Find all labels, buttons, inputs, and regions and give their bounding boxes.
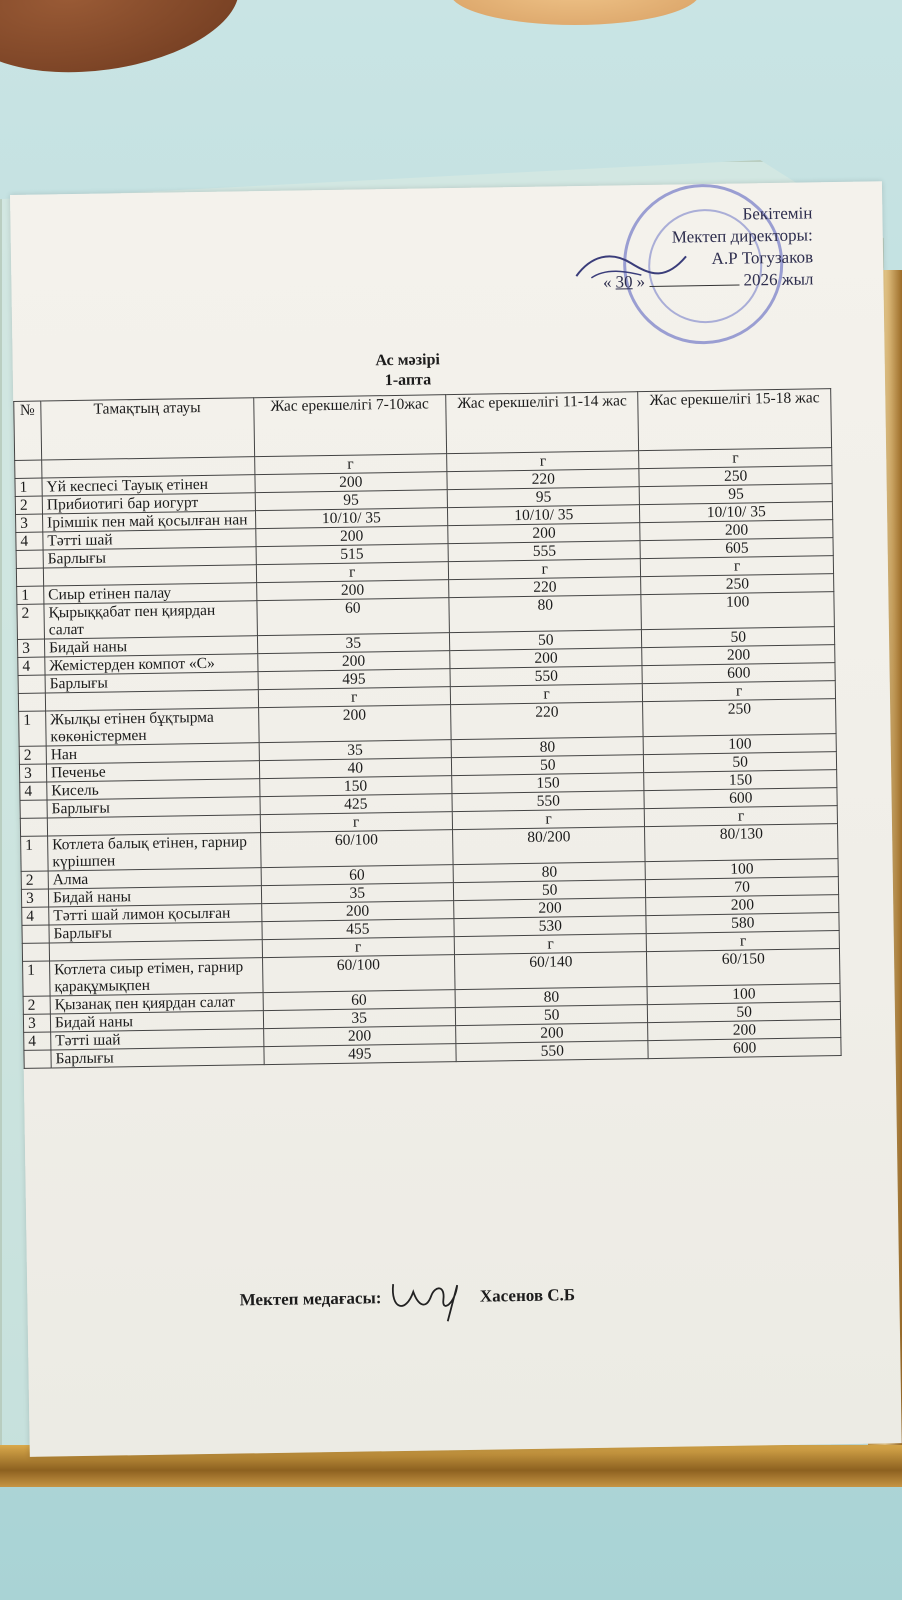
dish-name: Бидай наны bbox=[50, 1011, 263, 1032]
row-number: 3 bbox=[21, 889, 48, 907]
unit-cell: г bbox=[643, 681, 836, 702]
approval-year: 2026 жыл bbox=[743, 269, 814, 290]
amount-11-14: 220 bbox=[447, 469, 640, 490]
row-number: 1 bbox=[19, 711, 46, 746]
footer bbox=[27, 1268, 788, 1330]
total-11-14: 550 bbox=[450, 666, 643, 687]
amount-7-10: 35 bbox=[259, 740, 452, 761]
row-number: 1 bbox=[15, 478, 42, 496]
amount-11-14: 50 bbox=[453, 880, 646, 901]
amount-7-10: 200 bbox=[263, 1026, 456, 1047]
amount-7-10: 200 bbox=[258, 705, 451, 743]
menu-table-body bbox=[15, 448, 841, 1069]
unit-cell: г bbox=[450, 684, 643, 705]
header-number: № bbox=[14, 401, 42, 460]
total-label: Барлығы bbox=[45, 672, 258, 693]
total-15-18: 605 bbox=[640, 538, 833, 559]
dish-name: Ірімшік пен май қосылған нан bbox=[42, 511, 255, 532]
amount-15-18: 200 bbox=[640, 520, 833, 541]
dish-name: Кисель bbox=[47, 779, 260, 800]
menu-week: 1-апта bbox=[384, 371, 432, 390]
row-number: 3 bbox=[17, 639, 44, 657]
header-age-7-10: Жас ерекшелігі 7-10жас bbox=[253, 395, 446, 457]
row-number: 3 bbox=[16, 514, 43, 532]
row-number: 2 bbox=[23, 996, 50, 1014]
unit-cell: г bbox=[454, 934, 647, 955]
amount-11-14: 200 bbox=[456, 1023, 649, 1044]
background-object-brown bbox=[0, 0, 248, 89]
amount-11-14: 50 bbox=[455, 1005, 648, 1026]
amount-15-18: 100 bbox=[644, 734, 837, 755]
nurse-signature bbox=[385, 1273, 476, 1324]
amount-15-18: 70 bbox=[646, 877, 839, 898]
total-11-14: 550 bbox=[452, 791, 645, 812]
amount-11-14: 80 bbox=[455, 987, 648, 1008]
unit-cell: г bbox=[254, 454, 447, 475]
row-number: 4 bbox=[24, 1032, 51, 1050]
amount-15-18: 100 bbox=[647, 984, 840, 1005]
dish-name: Қырыққабат пен қиярдан салат bbox=[44, 601, 257, 639]
amount-7-10: 60 bbox=[261, 865, 454, 886]
amount-15-18: 50 bbox=[642, 627, 835, 648]
row-number: 1 bbox=[23, 961, 50, 996]
amount-11-14: 80 bbox=[451, 737, 644, 758]
row-number: 1 bbox=[21, 836, 48, 871]
amount-15-18: 50 bbox=[644, 752, 837, 773]
amount-7-10: 40 bbox=[259, 758, 452, 779]
header-dish: Тамақтың атауы bbox=[41, 398, 254, 460]
approval-line-1: Бекітемін bbox=[742, 203, 813, 224]
amount-15-18: 200 bbox=[648, 1020, 841, 1041]
row-number: 4 bbox=[22, 907, 49, 925]
dish-name: Алма bbox=[48, 868, 261, 889]
amount-15-18: 250 bbox=[639, 466, 832, 487]
menu-document bbox=[10, 181, 902, 1457]
amount-7-10: 200 bbox=[254, 472, 447, 493]
amount-15-18: 80/130 bbox=[645, 824, 838, 862]
total-label: Барлығы bbox=[47, 797, 260, 818]
dish-name: Тәтті шай bbox=[43, 529, 256, 550]
amount-11-14: 10/10/ 35 bbox=[447, 505, 640, 526]
dish-name: Тәтті шай bbox=[51, 1029, 264, 1050]
amount-11-14: 200 bbox=[448, 523, 641, 544]
dish-name: Үй кеспесі Тауық етінен bbox=[42, 475, 255, 496]
amount-11-14: 80 bbox=[449, 595, 642, 633]
amount-11-14: 95 bbox=[447, 487, 640, 508]
dish-name: Қызанақ пен қиярдан салат bbox=[50, 993, 263, 1014]
amount-15-18: 250 bbox=[643, 699, 836, 737]
amount-11-14: 60/140 bbox=[454, 952, 647, 990]
row-number: 3 bbox=[23, 1014, 50, 1032]
total-label: Барлығы bbox=[51, 1047, 264, 1068]
amount-7-10: 60/100 bbox=[262, 955, 455, 993]
nurse-label: Мектеп медағасы: bbox=[239, 1288, 382, 1310]
total-11-14: 530 bbox=[454, 916, 647, 937]
row-number: 4 bbox=[16, 532, 43, 550]
row-number: 2 bbox=[19, 746, 46, 764]
row-number: 3 bbox=[19, 764, 46, 782]
amount-15-18: 10/10/ 35 bbox=[640, 502, 833, 523]
amount-11-14: 80 bbox=[453, 862, 646, 883]
unit-cell: г bbox=[262, 937, 455, 958]
amount-7-10: 95 bbox=[255, 490, 448, 511]
dish-name: Котлета сиыр етімен, гарнир қарақұмықпен bbox=[49, 958, 262, 996]
amount-15-18: 200 bbox=[646, 895, 839, 916]
amount-11-14: 220 bbox=[449, 577, 642, 598]
amount-11-14: 50 bbox=[451, 755, 644, 776]
dish-name: Котлета балық етінен, гарнир күрішпен bbox=[48, 833, 261, 871]
total-7-10: 455 bbox=[261, 919, 454, 940]
amount-15-18: 95 bbox=[640, 484, 833, 505]
amount-15-18: 250 bbox=[641, 574, 834, 595]
unit-cell: г bbox=[256, 562, 449, 583]
amount-11-14: 200 bbox=[450, 648, 643, 669]
unit-cell: г bbox=[639, 448, 832, 469]
dish-name: Бидай наны bbox=[44, 636, 257, 657]
amount-7-10: 35 bbox=[263, 1008, 456, 1029]
total-15-18: 600 bbox=[644, 788, 837, 809]
row-number: 2 bbox=[15, 496, 42, 514]
dish-name: Жемістерден компот «С» bbox=[45, 654, 258, 675]
amount-11-14: 50 bbox=[449, 630, 642, 651]
menu-title: Ас мәзірі bbox=[375, 351, 441, 370]
unit-cell: г bbox=[452, 809, 645, 830]
unit-cell: г bbox=[647, 931, 840, 952]
amount-15-18: 150 bbox=[644, 770, 837, 791]
amount-7-10: 60 bbox=[263, 990, 456, 1011]
unit-cell: г bbox=[260, 812, 453, 833]
unit-cell: г bbox=[641, 556, 834, 577]
unit-cell: г bbox=[448, 559, 641, 580]
approval-line-3: А.Р Тогузаков bbox=[711, 247, 814, 268]
row-number: 1 bbox=[17, 586, 44, 604]
total-15-18: 600 bbox=[642, 663, 835, 684]
dish-name: Сиыр етінен палау bbox=[44, 583, 257, 604]
dish-name: Бидай наны bbox=[48, 886, 261, 907]
row-number: 4 bbox=[18, 657, 45, 675]
unit-cell: г bbox=[645, 806, 838, 827]
total-label: Барлығы bbox=[43, 547, 256, 568]
approval-line-2: Мектеп директоры: bbox=[671, 225, 813, 247]
row-number: 2 bbox=[21, 871, 48, 889]
row-number: 2 bbox=[17, 604, 44, 639]
amount-11-14: 80/200 bbox=[453, 827, 646, 865]
menu-title-block bbox=[13, 345, 804, 397]
total-11-14: 550 bbox=[456, 1041, 649, 1062]
amount-7-10: 150 bbox=[259, 776, 452, 797]
amount-11-14: 200 bbox=[454, 898, 647, 919]
header-age-11-14: Жас ерекшелігі 11-14 жас bbox=[446, 392, 639, 454]
amount-7-10: 60 bbox=[256, 598, 449, 636]
amount-7-10: 200 bbox=[257, 651, 450, 672]
header-age-15-18: Жас ерекшелігі 15-18 жас bbox=[638, 389, 831, 451]
amount-7-10: 200 bbox=[256, 580, 449, 601]
amount-7-10: 10/10/ 35 bbox=[255, 508, 448, 529]
total-15-18: 580 bbox=[646, 913, 839, 934]
unit-cell: г bbox=[258, 687, 451, 708]
total-label: Барлығы bbox=[49, 922, 262, 943]
menu-table bbox=[13, 388, 841, 1069]
total-15-18: 600 bbox=[648, 1038, 841, 1059]
total-7-10: 495 bbox=[263, 1044, 456, 1065]
total-7-10: 495 bbox=[258, 669, 451, 690]
total-7-10: 425 bbox=[259, 794, 452, 815]
amount-7-10: 35 bbox=[257, 633, 450, 654]
amount-11-14: 220 bbox=[451, 702, 644, 740]
background-object-tan bbox=[450, 0, 700, 25]
unit-cell: г bbox=[447, 451, 640, 472]
dish-name: Прибиотигі бар иогурт bbox=[42, 493, 255, 514]
amount-15-18: 100 bbox=[641, 592, 834, 630]
amount-7-10: 200 bbox=[255, 526, 448, 547]
dish-name: Нан bbox=[46, 743, 259, 764]
amount-11-14: 150 bbox=[452, 773, 645, 794]
total-11-14: 555 bbox=[448, 541, 641, 562]
dish-name: Печенье bbox=[46, 761, 259, 782]
amount-15-18: 100 bbox=[646, 859, 839, 880]
approval-block bbox=[602, 202, 814, 293]
amount-7-10: 35 bbox=[261, 883, 454, 904]
amount-15-18: 50 bbox=[648, 1002, 841, 1023]
dish-name: Жылқы етінен бұқтырма көкөністермен bbox=[46, 708, 259, 746]
dish-name: Тәтті шай лимон қосылған bbox=[49, 904, 262, 925]
amount-7-10: 200 bbox=[261, 901, 454, 922]
approval-day: 30 bbox=[615, 272, 633, 292]
amount-15-18: 200 bbox=[642, 645, 835, 666]
row-number: 4 bbox=[20, 782, 47, 800]
amount-7-10: 60/100 bbox=[260, 830, 453, 868]
amount-15-18: 60/150 bbox=[647, 949, 840, 987]
nurse-name: Хасенов С.Б bbox=[479, 1285, 576, 1306]
approval-date: « 30 » 2026 жыл bbox=[602, 269, 814, 292]
total-7-10: 515 bbox=[256, 544, 449, 565]
